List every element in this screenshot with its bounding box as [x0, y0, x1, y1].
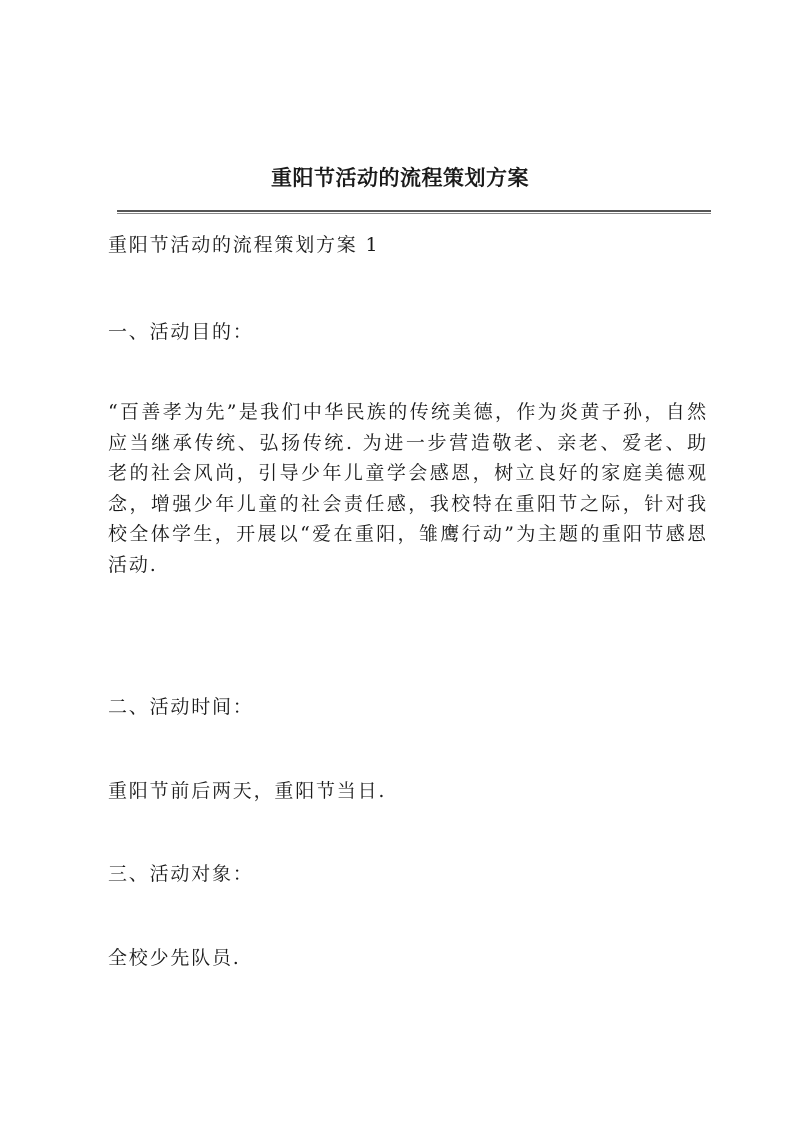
section-heading-audience: 三、活动对象：: [108, 863, 254, 885]
section-heading-time: 二、活动时间：: [108, 696, 254, 718]
section-body-audience: 全校少先队员.: [108, 947, 241, 969]
section-body-time: 重阳节前后两天，重阳节当日.: [108, 780, 387, 802]
section-body-purpose: “百善孝为先”是我们中华民族的传统美德，作为炎黄子孙，自然应当继承传统、弘扬传统. 为进一步营造敬老、亲老、爱老、助老的社会风尚，引导少年儿童学会感恩，树立良好的家庭美德观念，增强少年儿童的社会责任感，我校特在重阳节之际，针对我校全体学生，开展以“爱在重阳，雏鹰行动”为主题的重阳节感恩活动.: [108, 401, 708, 576]
document-subtitle: 重阳节活动的流程策划方案 1: [108, 234, 380, 256]
title-divider: [117, 210, 711, 214]
section-heading-purpose: 一、活动目的：: [108, 321, 254, 343]
document-title: 重阳节活动的流程策划方案: [271, 165, 529, 190]
